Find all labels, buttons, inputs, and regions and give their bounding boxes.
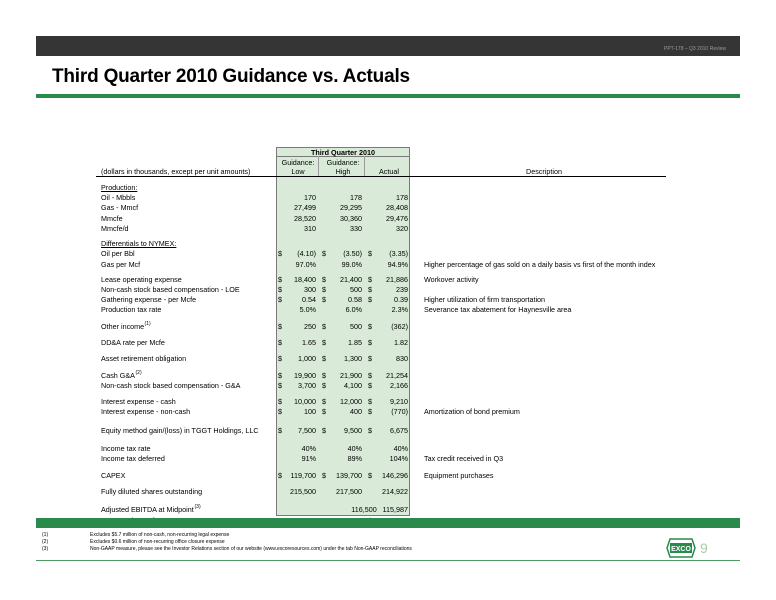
low-value: 91%	[301, 454, 316, 464]
low-value: 19,900	[294, 370, 316, 380]
actual-value: 239	[396, 285, 408, 294]
low-cell	[278, 203, 318, 212]
currency-symbol: $	[322, 354, 326, 364]
row-label: Differentials to NYMEX:	[101, 239, 177, 249]
actual-cell	[368, 371, 410, 380]
actual-value: 9,210	[390, 397, 408, 407]
low-cell	[278, 407, 318, 416]
high-cell	[322, 275, 364, 284]
low-cell	[278, 471, 318, 480]
actual-value: 2,166	[390, 380, 408, 390]
row-label: Equity method gain/(loss) in TGGT Holdings, LLC	[101, 425, 259, 435]
high-cell	[322, 354, 364, 363]
row-description: Amortization of bond premium	[424, 407, 520, 417]
row-label: Lease operating expense	[101, 274, 182, 284]
high-value: 500	[350, 285, 362, 294]
page-title: Third Quarter 2010 Guidance vs. Actuals	[52, 66, 410, 87]
currency-symbol: $	[278, 274, 282, 284]
currency-symbol: $	[322, 285, 326, 294]
row-description: Equipment purchases	[424, 470, 494, 480]
low-value: 300	[304, 285, 316, 294]
low-value: 170	[304, 193, 316, 203]
low-cell	[278, 338, 318, 347]
high-value: 139,700	[336, 470, 362, 480]
actual-cell	[368, 426, 410, 435]
actual-cell	[368, 260, 410, 269]
low-cell	[278, 193, 318, 202]
low-cell	[278, 295, 318, 304]
row-label: Oil per Bbl	[101, 249, 135, 259]
actual-value: 94.9%	[387, 259, 408, 269]
row-label: Oil - Mbbls	[101, 193, 136, 203]
actual-value: 21,886	[386, 274, 408, 284]
table-row	[96, 426, 776, 435]
currency-symbol: $	[278, 380, 282, 390]
high-cell	[322, 397, 364, 406]
table-row	[96, 214, 776, 223]
currency-symbol: $	[368, 338, 372, 348]
low-value: 310	[304, 223, 316, 233]
row-description: Tax credit received in Q3	[424, 454, 504, 464]
actual-value: 21,254	[386, 370, 408, 380]
row-label: Non-cash stock based compensation - LOE	[101, 285, 240, 294]
section-title: Third Quarter 2010	[311, 148, 375, 157]
low-cell	[278, 305, 318, 314]
actual-cell	[368, 275, 410, 284]
low-cell	[278, 285, 318, 294]
currency-symbol: $	[278, 425, 282, 435]
high-cell	[322, 454, 364, 463]
bottom-green-bar	[36, 518, 740, 528]
high-cell	[322, 295, 364, 304]
currency-symbol: $	[368, 397, 372, 407]
high-value: 6.0%	[345, 305, 362, 315]
footer-rule	[36, 560, 740, 561]
high-value: 21,900	[340, 370, 362, 380]
svg-text:EXCO: EXCO	[671, 546, 691, 553]
low-cell	[278, 354, 318, 363]
row-label: Mmcfe	[101, 213, 123, 223]
row-label: Production:	[101, 183, 138, 192]
footnote-marker: (3)	[42, 546, 49, 552]
section-title-row	[276, 148, 410, 157]
high-value: 21,400	[340, 274, 362, 284]
high-value: 9,500	[344, 425, 362, 435]
high-cell	[322, 224, 364, 233]
footnote-marker: (2)	[42, 539, 49, 545]
low-value: 250	[304, 321, 316, 331]
actual-value: 28,408	[386, 203, 408, 213]
table-row	[96, 444, 776, 453]
currency-symbol: $	[278, 370, 282, 380]
currency-symbol: $	[368, 249, 372, 259]
low-value: 7,500	[298, 425, 316, 435]
row-label: DD&A rate per Mcfe	[101, 338, 165, 348]
high-cell	[322, 381, 364, 390]
table-row	[96, 354, 776, 363]
currency-symbol: $	[322, 425, 326, 435]
high-value: 1.85	[348, 338, 362, 348]
row-description: Workover activity	[424, 274, 479, 284]
actual-value: (362)	[391, 321, 408, 331]
high-cell	[322, 444, 364, 453]
currency-symbol: $	[368, 425, 372, 435]
col-low-top: Guidance:	[281, 158, 315, 167]
table-row	[96, 471, 776, 480]
actual-value: 214,922	[382, 486, 408, 496]
currency-symbol: $	[368, 380, 372, 390]
row-label: Other income	[101, 321, 145, 331]
actual-value: 830	[396, 354, 408, 364]
high-cell	[322, 407, 364, 416]
high-value: 12,000	[340, 397, 362, 407]
row-description: Higher utilization of firm transportation	[424, 295, 546, 305]
actual-cell	[368, 407, 410, 416]
low-cell	[278, 397, 318, 406]
actual-value: 115,987	[382, 505, 408, 515]
currency-symbol: $	[278, 249, 282, 259]
table-row	[96, 407, 776, 416]
row-label: Income tax deferred	[101, 454, 165, 464]
exco-logo-icon	[666, 536, 696, 560]
row-label: Fully diluted shares outstanding	[101, 486, 203, 496]
table-row	[96, 454, 776, 463]
actual-cell	[368, 471, 410, 480]
low-value: 18,400	[294, 274, 316, 284]
row-description: Severance tax abatement for Haynesville area	[424, 305, 572, 315]
table-row	[96, 249, 776, 258]
low-value: 27,499	[294, 203, 316, 213]
low-value: 215,500	[290, 486, 316, 496]
low-cell	[278, 487, 318, 496]
high-value: 178	[350, 193, 362, 203]
col-high: High	[335, 167, 351, 176]
high-value: 0.58	[348, 295, 362, 305]
table-row	[96, 305, 776, 314]
actual-value: 146,296	[382, 470, 408, 480]
row-label: Production tax rate	[101, 305, 162, 315]
actual-cell	[368, 397, 410, 406]
actual-value: 6,675	[390, 425, 408, 435]
footnote-text: Excludes $0.6 million of non-recurring office closure expense	[90, 539, 225, 545]
low-value: 1.65	[302, 338, 316, 348]
actual-cell	[368, 295, 410, 304]
actual-value: (3.35)	[389, 249, 408, 259]
row-label: Gas - Mmcf	[101, 203, 139, 213]
actual-cell	[368, 203, 410, 212]
high-cell	[322, 338, 364, 347]
page-number: 9	[700, 540, 708, 556]
row-label: Asset retirement obligation	[101, 354, 187, 364]
row-label: Interest expense - non-cash	[101, 407, 191, 417]
high-cell	[322, 426, 364, 435]
row-label: Non-cash stock based compensation - G&A	[101, 380, 241, 390]
high-cell	[322, 487, 364, 496]
currency-symbol: $	[322, 249, 326, 259]
footnote-text: Non-GAAP measure, please see the Investor Relations section of our website (www.excoresources.com) under the tab Non-GAAP reconciliations	[90, 546, 412, 552]
footnote-text: Excludes $5.7 million of non-cash, non-recurring legal expense	[90, 532, 230, 538]
actual-cell	[368, 381, 410, 390]
row-label: Gathering expense - per Mcfe	[101, 295, 197, 305]
table-row	[96, 183, 776, 192]
actual-cell	[368, 249, 410, 258]
low-value: 1,000	[298, 354, 316, 364]
low-value: 28,520	[294, 213, 316, 223]
low-value: 100	[304, 407, 316, 417]
actual-cell	[368, 305, 410, 314]
row-label: Mmcfe/d	[101, 223, 129, 233]
low-value: (4.10)	[297, 249, 316, 259]
currency-symbol: $	[368, 321, 372, 331]
header-row-2	[96, 167, 666, 176]
table-row	[96, 239, 776, 248]
table-row	[96, 260, 776, 269]
table-row	[96, 371, 776, 380]
header-note: PPT-178 – Q3 2010 Review	[664, 46, 726, 52]
high-value: 330	[350, 223, 362, 233]
header-row-1	[96, 158, 666, 167]
currency-symbol: $	[368, 295, 372, 305]
actual-value: 320	[396, 223, 408, 233]
table-row	[96, 275, 776, 284]
currency-symbol: $	[322, 397, 326, 407]
low-cell	[278, 454, 318, 463]
row-label: Adjusted EBITDA at Midpoint	[101, 505, 194, 515]
actual-cell	[368, 338, 410, 347]
actual-cell	[368, 454, 410, 463]
table-row	[96, 193, 776, 202]
top-header-bar	[36, 36, 740, 56]
currency-symbol: $	[368, 274, 372, 284]
high-value: 99.0%	[341, 259, 362, 269]
actual-cell	[368, 322, 410, 331]
currency-symbol: $	[322, 295, 326, 305]
currency-symbol: $	[278, 397, 282, 407]
low-cell	[278, 426, 318, 435]
currency-symbol: $	[278, 470, 282, 480]
actual-cell	[368, 285, 410, 294]
currency-symbol: $	[278, 295, 282, 305]
actual-value: (770)	[391, 407, 408, 417]
row-label: CAPEX	[101, 470, 126, 480]
row-label: Gas per Mcf	[101, 259, 141, 269]
table-row	[96, 285, 776, 294]
actual-value: 178	[396, 193, 408, 203]
currency-symbol: $	[278, 321, 282, 331]
currency-symbol: $	[322, 338, 326, 348]
low-cell	[278, 214, 318, 223]
high-cell	[322, 214, 364, 223]
high-cell	[322, 203, 364, 212]
currency-symbol: $	[368, 285, 372, 294]
high-value: 40%	[347, 444, 362, 454]
high-value: (3.50)	[343, 249, 362, 259]
title-underline	[36, 94, 740, 98]
table-row	[96, 224, 776, 233]
high-value: 217,500	[336, 486, 362, 496]
currency-symbol: $	[368, 470, 372, 480]
col-high-top: Guidance:	[326, 158, 360, 167]
low-value: 0.54	[302, 295, 316, 305]
high-cell	[322, 249, 364, 258]
currency-symbol: $	[278, 354, 282, 364]
row-label-superscript: (1)	[144, 320, 151, 327]
actual-cell	[368, 193, 410, 202]
currency-symbol: $	[368, 370, 372, 380]
high-cell	[322, 322, 364, 331]
col-actual: Actual	[379, 167, 399, 176]
table-row	[96, 203, 776, 212]
high-value: 29,295	[340, 203, 362, 213]
actual-value: 0.39	[394, 295, 408, 305]
high-value: 89%	[347, 454, 362, 464]
table-row	[96, 295, 776, 304]
row-label-superscript: (2)	[135, 369, 142, 376]
currency-symbol: $	[322, 380, 326, 390]
high-value: 1,300	[344, 354, 362, 364]
low-cell	[278, 275, 318, 284]
table-row	[96, 397, 776, 406]
currency-symbol: $	[322, 470, 326, 480]
row-label: Cash G&A	[101, 370, 135, 380]
actual-value: 1.82	[394, 338, 408, 348]
high-value: 30,360	[340, 213, 362, 223]
high-cell	[322, 371, 364, 380]
low-cell	[278, 322, 318, 331]
high-cell	[322, 193, 364, 202]
currency-symbol: $	[322, 370, 326, 380]
currency-symbol: $	[278, 285, 282, 294]
actual-value: 2.3%	[391, 305, 408, 315]
actual-value: 104%	[389, 454, 408, 464]
currency-symbol: $	[322, 321, 326, 331]
table-row	[96, 322, 776, 331]
actual-cell	[368, 224, 410, 233]
currency-symbol: $	[322, 407, 326, 417]
table-row	[96, 381, 776, 390]
high-value: 400	[350, 407, 362, 417]
midpoint-cell	[278, 505, 377, 515]
midpoint-value: 116,500	[351, 505, 377, 515]
row-label: Interest expense - cash	[101, 397, 176, 407]
low-cell	[278, 249, 318, 258]
row-label-superscript: (3)	[194, 504, 201, 511]
currency-symbol: $	[278, 407, 282, 417]
currency-symbol: $	[322, 274, 326, 284]
low-value: 3,700	[298, 380, 316, 390]
actual-value: 40%	[393, 444, 408, 454]
low-value: 40%	[301, 444, 316, 454]
actual-cell	[368, 214, 410, 223]
col-low: Low	[291, 167, 305, 176]
low-cell	[278, 381, 318, 390]
low-value: 10,000	[294, 397, 316, 407]
table-row	[96, 487, 776, 496]
high-value: 4,100	[344, 380, 362, 390]
low-value: 5.0%	[299, 305, 316, 315]
header-underline	[96, 176, 666, 177]
high-cell	[322, 285, 364, 294]
row-label: Income tax rate	[101, 444, 151, 454]
high-cell	[322, 471, 364, 480]
currency-symbol: $	[368, 354, 372, 364]
actual-cell	[368, 487, 410, 496]
actual-cell	[368, 505, 410, 514]
low-cell	[278, 371, 318, 380]
footnote-marker: (1)	[42, 532, 49, 538]
low-cell	[278, 260, 318, 269]
actual-cell	[368, 444, 410, 453]
table-row	[96, 338, 776, 347]
low-cell	[278, 444, 318, 453]
actual-value: 29,476	[386, 213, 408, 223]
low-value: 97.0%	[295, 259, 316, 269]
col-description: Description	[526, 167, 562, 176]
actual-cell	[368, 354, 410, 363]
currency-symbol: $	[278, 338, 282, 348]
high-value: 500	[350, 321, 362, 331]
row-description: Higher percentage of gas sold on a daily basis vs first of the month index	[424, 259, 656, 269]
table-row	[96, 505, 776, 514]
high-cell	[322, 305, 364, 314]
low-cell	[278, 224, 318, 233]
high-cell	[322, 260, 364, 269]
currency-symbol: $	[368, 407, 372, 417]
low-value: 119,700	[290, 470, 316, 480]
units-note: (dollars in thousands, except per unit amounts)	[101, 167, 251, 176]
